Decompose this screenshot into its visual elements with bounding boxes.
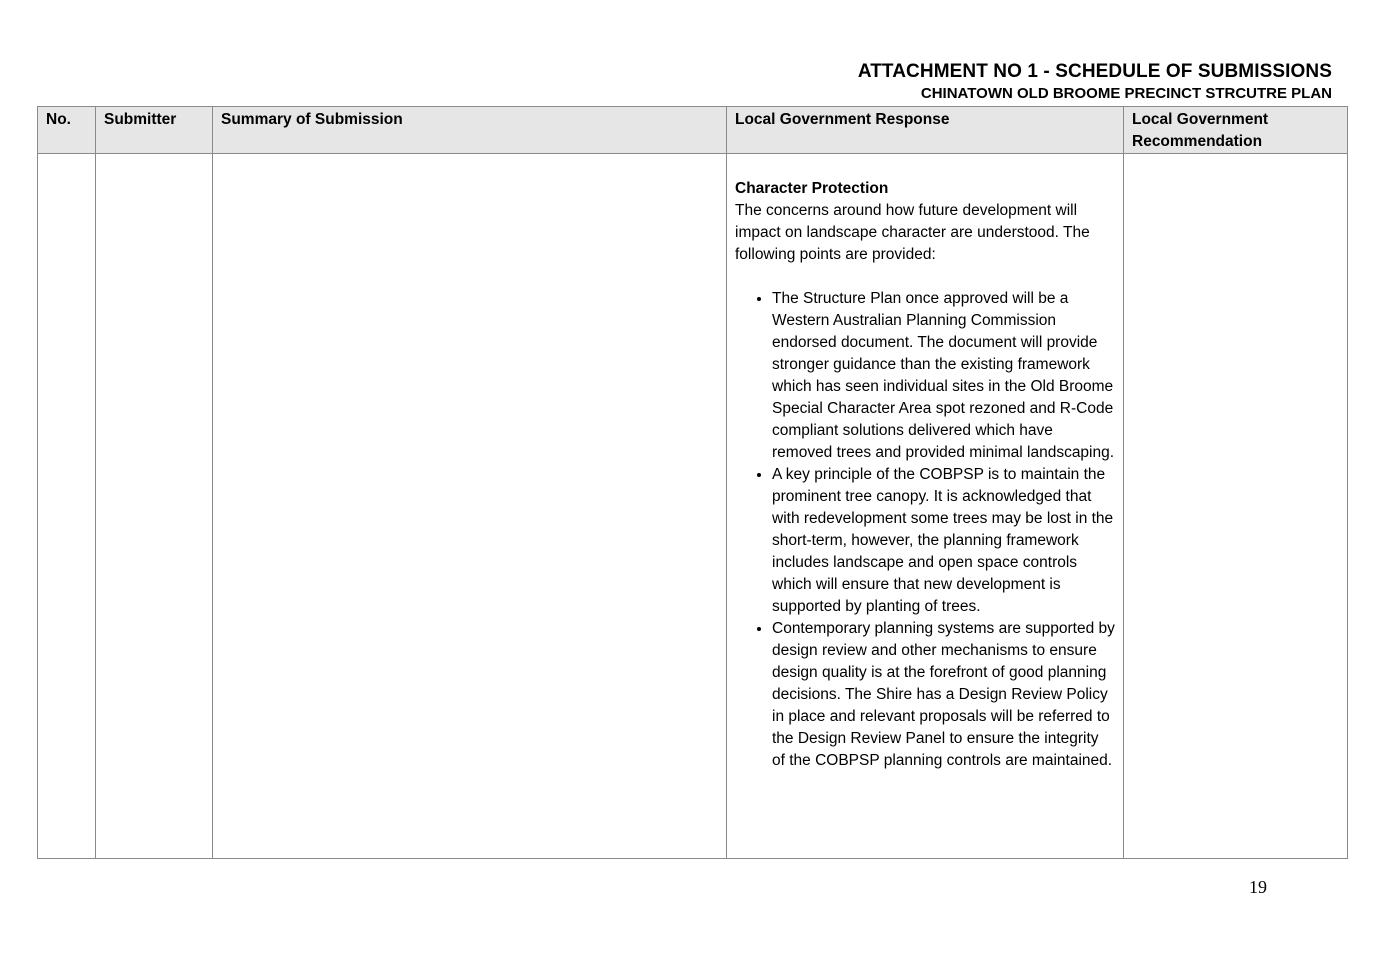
response-heading: Character Protection (735, 180, 889, 197)
cell-submitter (96, 154, 213, 859)
document-header (858, 60, 1332, 104)
response-intro: The concerns around how future development will impact on landscape character are understood. The following points are provided: (735, 202, 1090, 263)
cell-response (727, 154, 1124, 859)
document-subtitle: CHINATOWN OLD BROOME PRECINCT STRCUTRE PLAN (920, 85, 1332, 102)
column-header-submitter: Submitter (96, 107, 213, 154)
column-header-recommendation: Local Government Recommendation (1124, 107, 1348, 154)
table-row (38, 154, 1348, 859)
cell-recommendation (1124, 154, 1348, 859)
document-title: ATTACHMENT NO 1 - SCHEDULE OF SUBMISSIONS (857, 61, 1332, 82)
table-header-row (38, 107, 1348, 154)
submissions-table (37, 106, 1348, 859)
column-header-no: No. (38, 107, 96, 154)
response-points-list (735, 288, 1115, 772)
response-point: • The Structure Plan once approved will be a Western Australian Planning Commission endorsed document. The document will provide stronger guidance than the existing framework which has seen individual sites in the Old Broome Special Character Area spot rezoned and R-Code compliant solutions delivered which have removed trees and provided minimal landscaping. (772, 288, 1115, 464)
response-point: • A key principle of the COBPSP is to maintain the prominent tree canopy. It is acknowledged that with redevelopment some trees may be lost in the short-term, however, the planning framework includes landscape and open space controls which will ensure that new development is supported by planting of trees. (772, 464, 1115, 618)
column-header-summary: Summary of Submission (213, 107, 727, 154)
response-point: • Contemporary planning systems are supported by design review and other mechanisms to ensure design quality is at the forefront of good planning decisions. The Shire has a Design Review Policy in place and relevant proposals will be referred to the Design Review Panel to ensure the integrity of the COBPSP planning controls are maintained. (772, 618, 1115, 772)
page-number: 19 (1249, 877, 1267, 897)
cell-summary (213, 154, 727, 859)
cell-no (38, 154, 96, 859)
column-header-response: Local Government Response (727, 107, 1124, 154)
